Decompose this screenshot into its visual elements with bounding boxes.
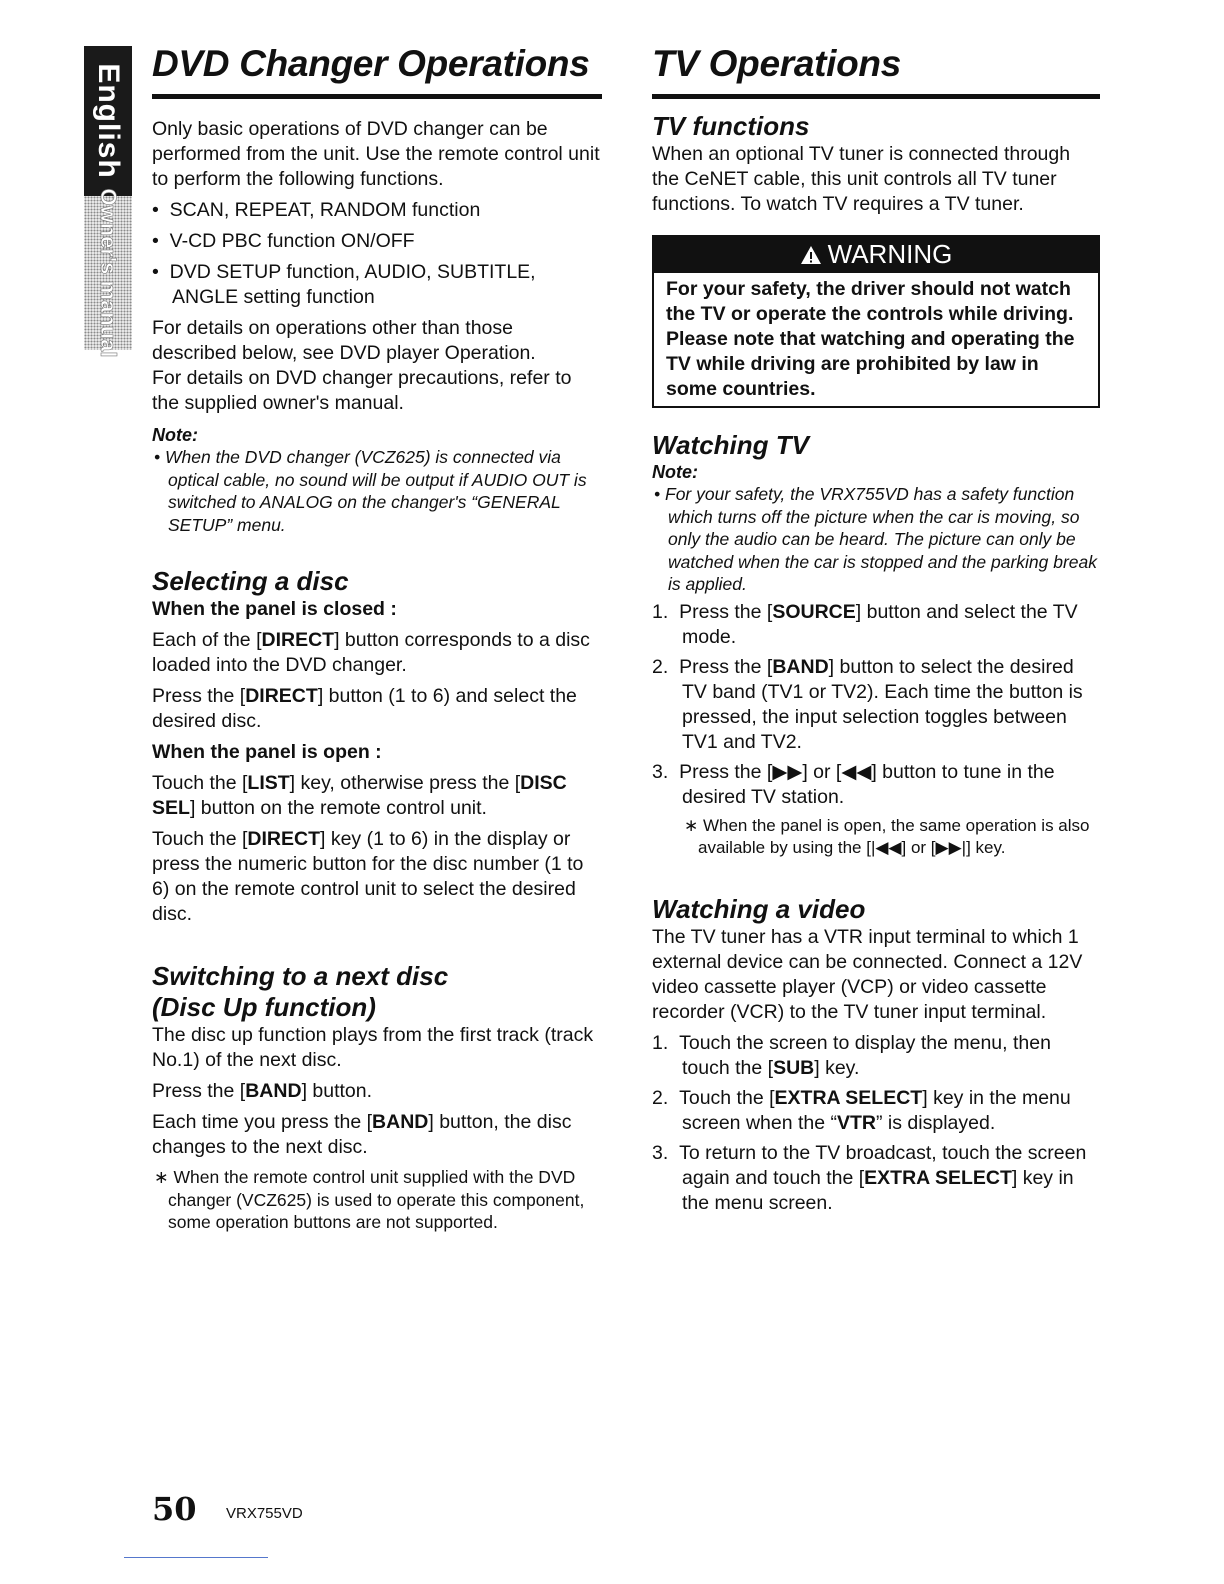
tv-note-label: Note: <box>652 462 698 482</box>
english-tab-label: English <box>92 63 125 179</box>
panel-closed-text-1: Each of the [DIRECT] button corresponds to a disc loaded into the DVD changer. <box>152 629 590 676</box>
list-item: • V-CD PBC function ON/OFF <box>152 230 415 252</box>
language-side-tab <box>84 46 132 358</box>
footer-divider <box>124 1557 268 1558</box>
warning-box <box>652 235 1100 408</box>
disc-up-text: The disc up function plays from the first track (track No.1) of the next disc. <box>152 1024 594 1071</box>
dvd-intro: Only basic operations of DVD changer can be performed from the unit. Use the remote control unit to perform the following functions. <box>152 118 600 190</box>
panel-open-text-2: Touch the [DIRECT] key (1 to 6) in the display or press the numeric button for the disc number (1 to 6) on the remote control unit to select the desired disc. <box>152 828 584 925</box>
panel-closed-text-2: Press the [DIRECT] button (1 to 6) and select the desired disc. <box>152 685 577 732</box>
watching-tv-heading: Watching TV <box>652 430 809 460</box>
watching-video-heading: Watching a video <box>652 893 866 924</box>
watching-tv-steps <box>652 600 1100 810</box>
note-label: Note: <box>152 425 198 445</box>
tv-operations-title: TV Operations <box>652 42 1100 99</box>
warning-header <box>654 237 1098 273</box>
warning-title: WARNING <box>827 239 953 269</box>
selecting-disc-heading: Selecting a disc <box>152 566 349 596</box>
disc-up-heading: (Disc Up function) <box>152 992 376 1022</box>
details-text-1: For details on operations other than those described below, see DVD player Operation. <box>152 317 536 364</box>
list-item: 3. Press the [▶▶] or [◀◀] button to tune in the desired TV station. <box>652 760 1055 808</box>
model-name: VRX755VD <box>226 1505 303 1522</box>
watching-video-steps <box>652 1031 1100 1216</box>
panel-open-footnote: ∗ When the panel is open, the same operation is also available by using the [|◀◀] or [▶▶|] key. <box>684 815 1090 857</box>
owners-manual-tab-label: Owner's manual <box>96 188 121 358</box>
note-text: • When the DVD changer (VCZ625) is connected via optical cable, no sound will be output if AUDIO OUT is switched to ANALOG on the changer's “GENERAL SETUP” menu. <box>154 447 587 535</box>
right-column <box>652 42 1100 1221</box>
tv-functions-text: When an optional TV tuner is connected through the CeNET cable, this unit controls all TV tuner functions. To watch TV requires a TV tuner. <box>652 143 1071 215</box>
press-band-text: Press the [BAND] button. <box>152 1080 373 1102</box>
panel-open-label: When the panel is open : <box>152 741 382 763</box>
function-list <box>152 198 602 310</box>
remote-footnote: ∗ When the remote control unit supplied with the DVD changer (VCZ625) is used to operate this component, some operation buttons are not supported. <box>154 1167 585 1232</box>
list-item: 1. Touch the screen to display the menu, then touch the [SUB] key. <box>652 1031 1051 1079</box>
band-each-time-text: Each time you press the [BAND] button, the disc changes to the next disc. <box>152 1111 572 1158</box>
list-item: 1. Press the [SOURCE] button and select the TV mode. <box>652 600 1078 648</box>
warning-triangle-icon <box>800 245 822 265</box>
tv-note-text: • For your safety, the VRX755VD has a safety function which turns off the picture when the car is moving, so only the audio can be heard. The picture can only be watched when the car is stopped and the parking break is applied. <box>654 484 1098 594</box>
switching-disc-heading: Switching to a next disc <box>152 961 449 991</box>
page-number: 50 <box>152 1490 197 1528</box>
english-tab <box>84 46 132 196</box>
panel-open-text-1: Touch the [LIST] key, otherwise press the [DISC SEL] button on the remote control unit. <box>152 772 567 819</box>
watching-video-text: The TV tuner has a VTR input terminal to which 1 external device can be connected. Connect a 12V video cassette player (VCP) or video cassette recorder (VCR) to the TV tuner input terminal. <box>652 925 1083 1023</box>
list-item: • DVD SETUP function, AUDIO, SUBTITLE, ANGLE setting function <box>152 261 536 308</box>
list-item: 2. Touch the [EXTRA SELECT] key in the menu screen when the “VTR” is displayed. <box>652 1086 1071 1134</box>
warning-text: For your safety, the driver should not watch the TV or operate the controls while driving. Please note that watching and operating the TV while driving are prohibited by law in some countries. <box>666 278 1075 400</box>
left-column <box>152 42 602 1234</box>
tv-functions-heading: TV functions <box>652 111 810 141</box>
details-text-2: For details on DVD changer precautions, refer to the supplied owner's manual. <box>152 367 572 414</box>
list-item: • SCAN, REPEAT, RANDOM function <box>152 199 481 221</box>
dvd-changer-title: DVD Changer Operations <box>152 42 602 99</box>
owners-manual-tab <box>84 188 132 358</box>
list-item: 2. Press the [BAND] button to select the desired TV band (TV1 or TV2). Each time the button is pressed, the input selection toggles between TV1 and TV2. <box>652 655 1083 753</box>
panel-closed-label: When the panel is closed : <box>152 598 397 620</box>
list-item: 3. To return to the TV broadcast, touch the screen again and touch the [EXTRA SELECT] key in the menu screen. <box>652 1141 1087 1214</box>
